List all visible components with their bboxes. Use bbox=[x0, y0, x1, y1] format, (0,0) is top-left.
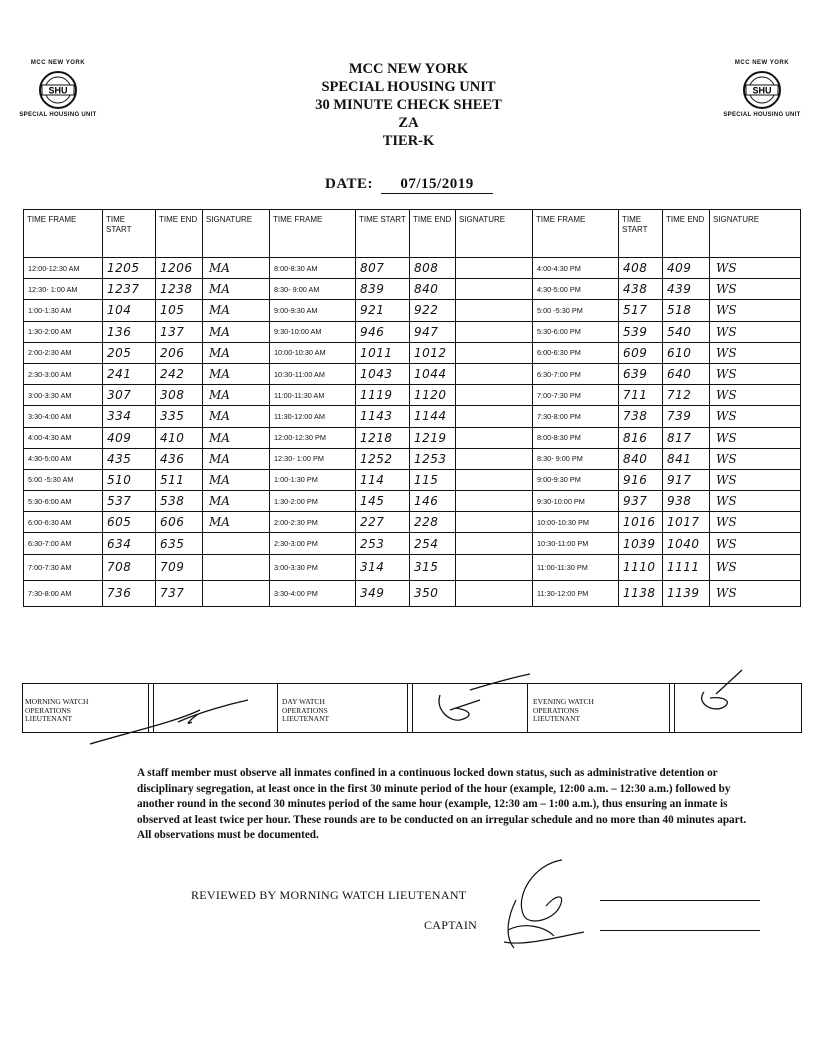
time-frame-cell: 4:30-5:00 AM bbox=[24, 448, 103, 469]
time-start-cell: 253 bbox=[356, 533, 410, 554]
time-frame-cell: 1:30-2:00 PM bbox=[270, 491, 356, 512]
time-start-cell: 839 bbox=[356, 279, 410, 300]
time-end-cell: 1139 bbox=[663, 580, 710, 606]
check-grid bbox=[23, 209, 801, 607]
svg-text:SHU: SHU bbox=[48, 85, 68, 96]
time-start-cell: 145 bbox=[356, 491, 410, 512]
time-end-cell: 808 bbox=[410, 258, 456, 279]
time-end-cell: 1017 bbox=[663, 512, 710, 533]
time-end-cell: 538 bbox=[156, 491, 203, 512]
column-header: SIGNATURE bbox=[456, 210, 533, 258]
grid-body bbox=[24, 258, 801, 607]
time-end-cell: 709 bbox=[156, 554, 203, 580]
signature-cell: MA bbox=[203, 491, 270, 512]
time-start-cell: 307 bbox=[103, 385, 156, 406]
time-start-cell: 435 bbox=[103, 448, 156, 469]
time-start-cell: 136 bbox=[103, 321, 156, 342]
time-frame-cell: 12:00-12:30 AM bbox=[24, 258, 103, 279]
time-frame-cell: 3:30-4:00 PM bbox=[270, 580, 356, 606]
day-lieutenant-signature bbox=[430, 670, 540, 730]
signature-cell: WS bbox=[710, 363, 801, 384]
captain-label: CAPTAIN bbox=[424, 918, 478, 932]
time-end-cell: 840 bbox=[410, 279, 456, 300]
time-frame-cell: 8:30- 9:00 PM bbox=[533, 448, 619, 469]
date-value: 07/15/2019 bbox=[381, 176, 493, 194]
signature-cell: MA bbox=[203, 427, 270, 448]
time-frame-cell: 4:00-4:30 AM bbox=[24, 427, 103, 448]
signature-cell: WS bbox=[710, 533, 801, 554]
time-end-cell: 1111 bbox=[663, 554, 710, 580]
day-watch-label: DAY WATCH OPERATIONS LIEUTENANT bbox=[282, 697, 330, 723]
time-frame-cell: 1:00-1:30 AM bbox=[24, 300, 103, 321]
signature-cell bbox=[456, 321, 533, 342]
time-end-cell: 206 bbox=[156, 342, 203, 363]
time-end-cell: 146 bbox=[410, 491, 456, 512]
table-row bbox=[24, 342, 801, 363]
time-start-cell: 916 bbox=[619, 469, 663, 490]
signature-cell bbox=[456, 554, 533, 580]
time-start-cell: 1039 bbox=[619, 533, 663, 554]
time-frame-cell: 10:30-11:00 PM bbox=[533, 533, 619, 554]
signature-cell bbox=[456, 580, 533, 606]
signature-cell bbox=[456, 342, 533, 363]
time-frame-cell: 2:30-3:00 PM bbox=[270, 533, 356, 554]
time-end-cell: 439 bbox=[663, 279, 710, 300]
time-end-cell: 410 bbox=[156, 427, 203, 448]
signature-cell bbox=[456, 300, 533, 321]
time-start-cell: 1252 bbox=[356, 448, 410, 469]
signature-cell bbox=[203, 533, 270, 554]
table-row bbox=[24, 512, 801, 533]
time-frame-cell: 5:30-6:00 AM bbox=[24, 491, 103, 512]
signature-cell: WS bbox=[710, 406, 801, 427]
column-header: TIME FRAME bbox=[270, 210, 356, 258]
signature-cell: WS bbox=[710, 300, 801, 321]
signature-cell bbox=[456, 469, 533, 490]
reviewed-signature-line bbox=[600, 900, 760, 901]
time-end-cell: 635 bbox=[156, 533, 203, 554]
time-start-cell: 408 bbox=[619, 258, 663, 279]
time-end-cell: 737 bbox=[156, 580, 203, 606]
time-end-cell: 1219 bbox=[410, 427, 456, 448]
time-start-cell: 708 bbox=[103, 554, 156, 580]
time-frame-cell: 7:30-8:00 AM bbox=[24, 580, 103, 606]
time-frame-cell: 2:30-3:00 AM bbox=[24, 363, 103, 384]
time-frame-cell: 6:00-6:30 AM bbox=[24, 512, 103, 533]
time-frame-cell: 11:30-12:00 AM bbox=[270, 406, 356, 427]
time-frame-cell: 6:30-7:00 AM bbox=[24, 533, 103, 554]
time-frame-cell: 8:30- 9:00 AM bbox=[270, 279, 356, 300]
time-start-cell: 736 bbox=[103, 580, 156, 606]
signature-cell: MA bbox=[203, 469, 270, 490]
table-row bbox=[24, 491, 801, 512]
logo-top-text: MCC NEW YORK bbox=[30, 60, 86, 66]
time-end-cell: 1253 bbox=[410, 448, 456, 469]
time-frame-cell: 11:00-11:30 PM bbox=[533, 554, 619, 580]
time-frame-cell: 10:00-10:30 PM bbox=[533, 512, 619, 533]
svg-text:SHU: SHU bbox=[752, 85, 772, 96]
table-row bbox=[24, 533, 801, 554]
time-start-cell: 1110 bbox=[619, 554, 663, 580]
time-end-cell: 938 bbox=[663, 491, 710, 512]
title-line-facility: MCC NEW YORK bbox=[348, 61, 469, 77]
time-end-cell: 947 bbox=[410, 321, 456, 342]
time-end-cell: 1120 bbox=[410, 385, 456, 406]
signature-cell bbox=[203, 554, 270, 580]
column-header: TIME START bbox=[103, 210, 156, 258]
time-start-cell: 1143 bbox=[356, 406, 410, 427]
signature-cell bbox=[456, 406, 533, 427]
time-end-cell: 511 bbox=[156, 469, 203, 490]
captain-signature-line bbox=[600, 930, 760, 931]
time-end-cell: 518 bbox=[663, 300, 710, 321]
time-frame-cell: 4:00-4:30 PM bbox=[533, 258, 619, 279]
signature-cell: MA bbox=[203, 512, 270, 533]
time-frame-cell: 7:00-7:30 AM bbox=[24, 554, 103, 580]
time-start-cell: 537 bbox=[103, 491, 156, 512]
column-header: TIME START bbox=[356, 210, 410, 258]
time-frame-cell: 8:00-8:30 PM bbox=[533, 427, 619, 448]
grid-header-row bbox=[24, 210, 801, 258]
document-title bbox=[0, 60, 817, 150]
signature-cell bbox=[456, 448, 533, 469]
time-start-cell: 1119 bbox=[356, 385, 410, 406]
table-row bbox=[24, 469, 801, 490]
morning-watch-label: MORNING WATCH OPERATIONS LIEUTENANT bbox=[25, 697, 89, 723]
time-frame-cell: 1:00-1:30 PM bbox=[270, 469, 356, 490]
signature-cell: WS bbox=[710, 469, 801, 490]
time-frame-cell: 10:30-11:00 AM bbox=[270, 363, 356, 384]
time-frame-cell: 2:00-2:30 PM bbox=[270, 512, 356, 533]
time-end-cell: 242 bbox=[156, 363, 203, 384]
time-start-cell: 517 bbox=[619, 300, 663, 321]
time-frame-cell: 9:00-9:30 PM bbox=[533, 469, 619, 490]
time-start-cell: 609 bbox=[619, 342, 663, 363]
time-start-cell: 114 bbox=[356, 469, 410, 490]
signature-cell: MA bbox=[203, 342, 270, 363]
time-start-cell: 937 bbox=[619, 491, 663, 512]
time-start-cell: 510 bbox=[103, 469, 156, 490]
time-frame-cell: 6:30-7:00 PM bbox=[533, 363, 619, 384]
time-start-cell: 1237 bbox=[103, 279, 156, 300]
time-start-cell: 104 bbox=[103, 300, 156, 321]
time-start-cell: 438 bbox=[619, 279, 663, 300]
time-end-cell: 1044 bbox=[410, 363, 456, 384]
signature-cell: MA bbox=[203, 448, 270, 469]
logo-top-text: MCC NEW YORK bbox=[734, 60, 790, 66]
instructions-paragraph: A staff member must observe all inmates confined in a continuous locked down status, such as administrative detention or disciplinary segregation, at least once in the first 30 minute period of the hour (example, 12:00 a.m. – 12:30 a.m.) followed by another round in the second 30 minutes period of the same hour (example, 12:30 am – 1:00 a.m.), thus ensuring an inmate is observed at least twice per hour. These rounds are to be conducted on an irregular schedule and no more than 40 minutes apart. All observations must be documented. bbox=[137, 767, 747, 841]
signature-cell bbox=[456, 279, 533, 300]
time-start-cell: 241 bbox=[103, 363, 156, 384]
time-start-cell: 816 bbox=[619, 427, 663, 448]
signature-cell: MA bbox=[203, 321, 270, 342]
table-row bbox=[24, 554, 801, 580]
column-header: SIGNATURE bbox=[203, 210, 270, 258]
signature-cell bbox=[456, 512, 533, 533]
time-frame-cell: 12:00-12:30 PM bbox=[270, 427, 356, 448]
time-end-cell: 841 bbox=[663, 448, 710, 469]
time-start-cell: 639 bbox=[619, 363, 663, 384]
signature-cell: WS bbox=[710, 385, 801, 406]
time-frame-cell: 6:00-6:30 PM bbox=[533, 342, 619, 363]
title-line-sheet: 30 MINUTE CHECK SHEET bbox=[315, 97, 502, 113]
time-end-cell: 712 bbox=[663, 385, 710, 406]
table-row bbox=[24, 385, 801, 406]
signature-cell: WS bbox=[710, 279, 801, 300]
time-start-cell: 807 bbox=[356, 258, 410, 279]
time-end-cell: 137 bbox=[156, 321, 203, 342]
time-start-cell: 314 bbox=[356, 554, 410, 580]
signature-cell: WS bbox=[710, 448, 801, 469]
time-end-cell: 917 bbox=[663, 469, 710, 490]
time-start-cell: 539 bbox=[619, 321, 663, 342]
lieutenant-captain-signature bbox=[494, 856, 594, 956]
time-end-cell: 1144 bbox=[410, 406, 456, 427]
date-line bbox=[325, 176, 493, 194]
time-frame-cell: 3:30-4:00 AM bbox=[24, 406, 103, 427]
time-end-cell: 409 bbox=[663, 258, 710, 279]
time-frame-cell: 10:00-10:30 AM bbox=[270, 342, 356, 363]
signature-cell: WS bbox=[710, 342, 801, 363]
signature-cell: WS bbox=[710, 321, 801, 342]
time-start-cell: 605 bbox=[103, 512, 156, 533]
time-start-cell: 634 bbox=[103, 533, 156, 554]
reviewed-by-label: REVIEWED BY MORNING WATCH LIEUTENANT bbox=[191, 888, 467, 902]
time-end-cell: 606 bbox=[156, 512, 203, 533]
evening-watch-label: EVENING WATCH OPERATIONS LIEUTENANT bbox=[533, 697, 594, 723]
column-header: TIME FRAME bbox=[533, 210, 619, 258]
table-row bbox=[24, 427, 801, 448]
time-start-cell: 409 bbox=[103, 427, 156, 448]
signature-cell: MA bbox=[203, 406, 270, 427]
signature-cell: WS bbox=[710, 512, 801, 533]
time-frame-cell: 7:30-8:00 PM bbox=[533, 406, 619, 427]
time-frame-cell: 7:00-7:30 PM bbox=[533, 385, 619, 406]
signature-cell: MA bbox=[203, 363, 270, 384]
time-start-cell: 738 bbox=[619, 406, 663, 427]
time-start-cell: 205 bbox=[103, 342, 156, 363]
time-end-cell: 105 bbox=[156, 300, 203, 321]
signature-cell bbox=[456, 258, 533, 279]
time-end-cell: 610 bbox=[663, 342, 710, 363]
time-end-cell: 817 bbox=[663, 427, 710, 448]
title-line-unit: SPECIAL HOUSING UNIT bbox=[321, 79, 496, 95]
signature-cell bbox=[456, 363, 533, 384]
time-frame-cell: 5:00 -5:30 PM bbox=[533, 300, 619, 321]
time-start-cell: 334 bbox=[103, 406, 156, 427]
logo-bottom-text: SPECIAL HOUSING UNIT bbox=[19, 112, 97, 118]
time-frame-cell: 4:30-5:00 PM bbox=[533, 279, 619, 300]
column-header: SIGNATURE bbox=[710, 210, 801, 258]
time-end-cell: 254 bbox=[410, 533, 456, 554]
evening-lieutenant-signature bbox=[690, 664, 750, 714]
signature-cell: WS bbox=[710, 491, 801, 512]
time-start-cell: 349 bbox=[356, 580, 410, 606]
time-frame-cell: 3:00-3:30 PM bbox=[270, 554, 356, 580]
table-row bbox=[24, 258, 801, 279]
time-end-cell: 540 bbox=[663, 321, 710, 342]
table-row bbox=[24, 580, 801, 606]
column-header: TIME END bbox=[410, 210, 456, 258]
time-start-cell: 1011 bbox=[356, 342, 410, 363]
table-row bbox=[24, 363, 801, 384]
time-start-cell: 227 bbox=[356, 512, 410, 533]
time-start-cell: 840 bbox=[619, 448, 663, 469]
table-row bbox=[24, 300, 801, 321]
time-frame-cell: 9:30-10:00 PM bbox=[533, 491, 619, 512]
signature-cell bbox=[456, 385, 533, 406]
signature-cell: WS bbox=[710, 427, 801, 448]
time-end-cell: 1238 bbox=[156, 279, 203, 300]
time-end-cell: 922 bbox=[410, 300, 456, 321]
time-start-cell: 1205 bbox=[103, 258, 156, 279]
date-label: DATE: bbox=[325, 176, 374, 192]
time-end-cell: 1206 bbox=[156, 258, 203, 279]
column-header: TIME END bbox=[156, 210, 203, 258]
table-row bbox=[24, 279, 801, 300]
signature-cell: MA bbox=[203, 300, 270, 321]
title-line-range: ZA bbox=[398, 115, 419, 131]
time-end-cell: 1012 bbox=[410, 342, 456, 363]
time-end-cell: 115 bbox=[410, 469, 456, 490]
time-end-cell: 436 bbox=[156, 448, 203, 469]
time-start-cell: 921 bbox=[356, 300, 410, 321]
time-frame-cell: 9:00-9:30 AM bbox=[270, 300, 356, 321]
time-end-cell: 1040 bbox=[663, 533, 710, 554]
table-row bbox=[24, 406, 801, 427]
time-frame-cell: 5:30-6:00 PM bbox=[533, 321, 619, 342]
table-row bbox=[24, 321, 801, 342]
time-end-cell: 739 bbox=[663, 406, 710, 427]
signature-cell bbox=[456, 533, 533, 554]
signature-cell bbox=[456, 427, 533, 448]
time-frame-cell: 8:00-8:30 AM bbox=[270, 258, 356, 279]
column-header: TIME START bbox=[619, 210, 663, 258]
time-start-cell: 946 bbox=[356, 321, 410, 342]
time-frame-cell: 12:30- 1:00 AM bbox=[24, 279, 103, 300]
signature-cell: WS bbox=[710, 580, 801, 606]
column-header: TIME FRAME bbox=[24, 210, 103, 258]
time-frame-cell: 1:30-2:00 AM bbox=[24, 321, 103, 342]
time-end-cell: 315 bbox=[410, 554, 456, 580]
signature-cell: WS bbox=[710, 258, 801, 279]
time-frame-cell: 5:00 -5:30 AM bbox=[24, 469, 103, 490]
signature-cell: MA bbox=[203, 385, 270, 406]
signature-cell bbox=[456, 491, 533, 512]
title-line-tier: TIER-K bbox=[382, 133, 435, 149]
signature-cell bbox=[203, 580, 270, 606]
time-end-cell: 640 bbox=[663, 363, 710, 384]
signature-cell: MA bbox=[203, 279, 270, 300]
time-start-cell: 1218 bbox=[356, 427, 410, 448]
time-frame-cell: 12:30- 1:00 PM bbox=[270, 448, 356, 469]
time-frame-cell: 3:00-3:30 AM bbox=[24, 385, 103, 406]
time-start-cell: 1043 bbox=[356, 363, 410, 384]
table-row bbox=[24, 448, 801, 469]
time-frame-cell: 11:30-12:00 PM bbox=[533, 580, 619, 606]
time-end-cell: 308 bbox=[156, 385, 203, 406]
time-frame-cell: 2:00-2:30 AM bbox=[24, 342, 103, 363]
morning-lieutenant-signature bbox=[80, 682, 270, 752]
time-start-cell: 1138 bbox=[619, 580, 663, 606]
column-header: TIME END bbox=[663, 210, 710, 258]
time-end-cell: 350 bbox=[410, 580, 456, 606]
time-start-cell: 1016 bbox=[619, 512, 663, 533]
signature-cell: WS bbox=[710, 554, 801, 580]
signature-cell: MA bbox=[203, 258, 270, 279]
time-end-cell: 228 bbox=[410, 512, 456, 533]
time-end-cell: 335 bbox=[156, 406, 203, 427]
time-start-cell: 711 bbox=[619, 385, 663, 406]
logo-bottom-text: SPECIAL HOUSING UNIT bbox=[723, 112, 801, 118]
time-frame-cell: 9:30-10:00 AM bbox=[270, 321, 356, 342]
time-frame-cell: 11:00-11:30 AM bbox=[270, 385, 356, 406]
